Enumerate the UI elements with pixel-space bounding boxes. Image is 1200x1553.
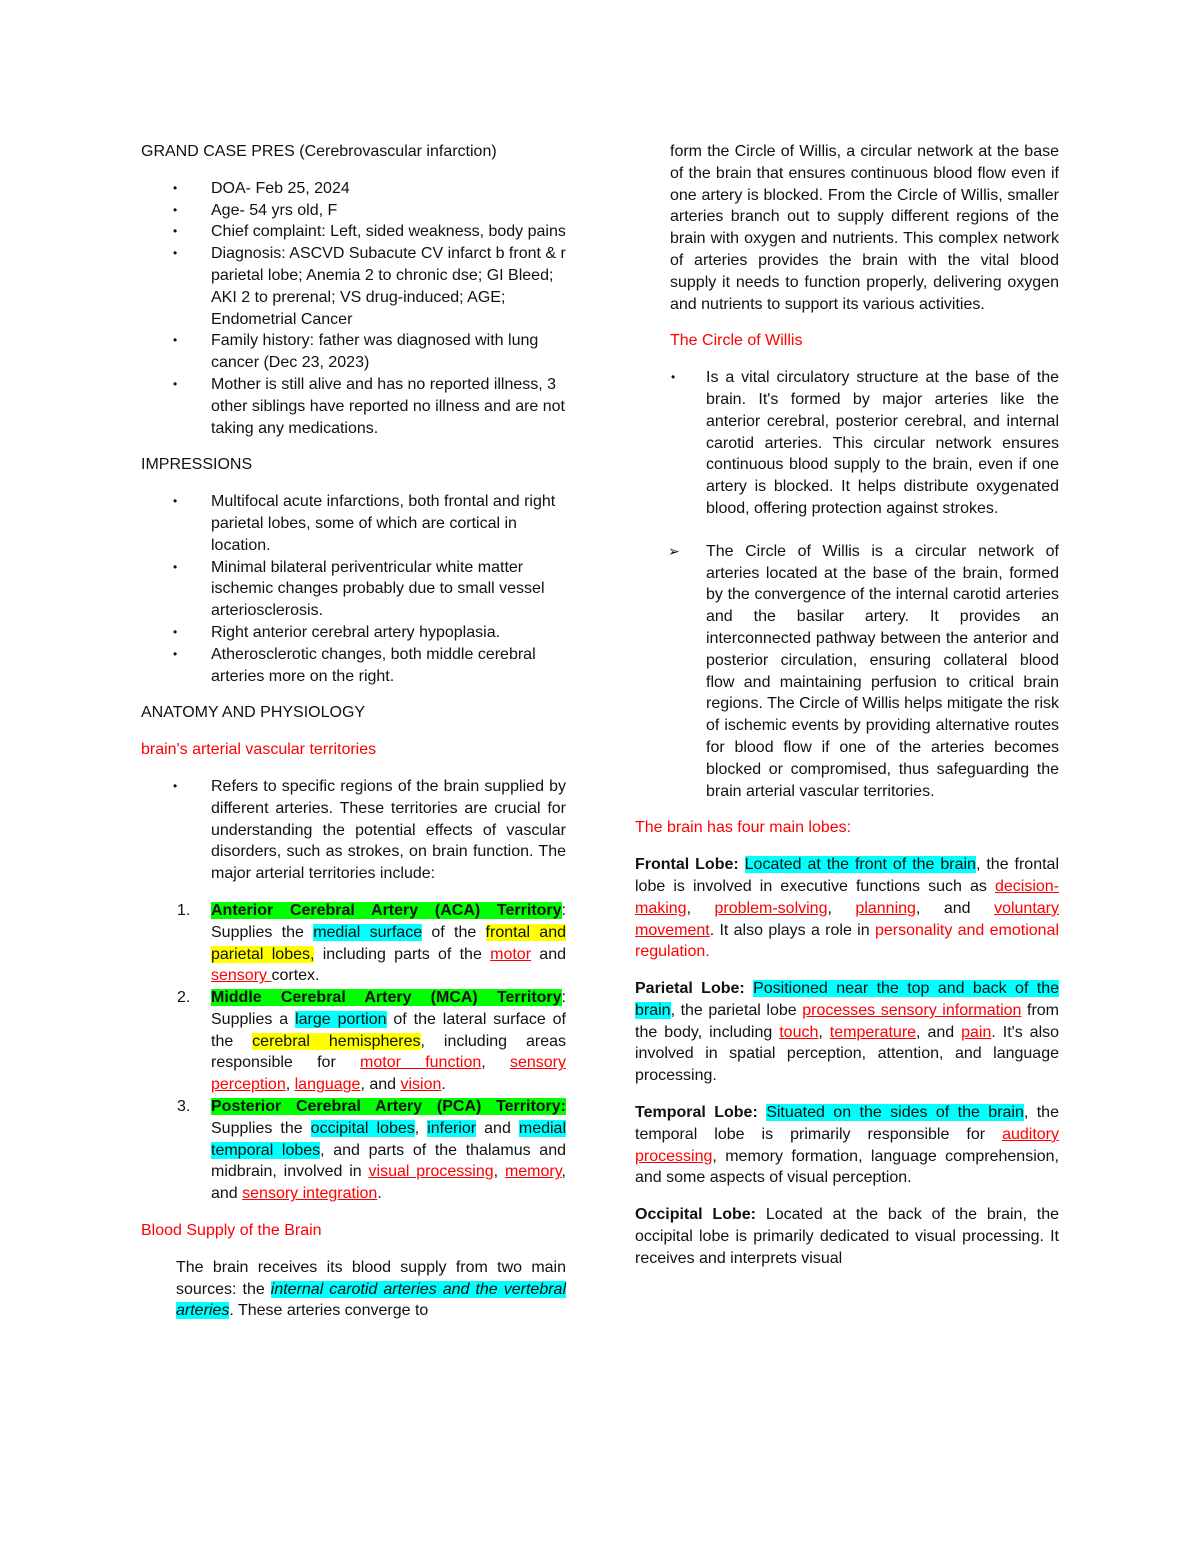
aca-title: Anterior Cerebral Artery (ACA) Territory [211,901,562,919]
motor-link[interactable]: motor [490,945,532,963]
list-item: • Minimal bilateral periventricular white matter ischemic changes probably due to small vessel arteriosclerosis. [173,558,545,620]
case-details-list [141,178,566,440]
lobes-heading: The brain has four main lobes: [635,819,852,837]
circle-continuation-paragraph: form the Circle of Willis, a circular network at the base of the brain that ensures continuous blood flow even if one artery is blocked. From the Circle of Willis, smaller arteries branch out to supply different regions of the brain with oxygen and nutrients. This complex network of arteries provides the brain with the vital blood supply it needs to function properly, delivering oxygen and nutrients to support its various activities. [670,143,1059,313]
bullet-icon: • [173,494,178,509]
document-title: GRAND CASE PRES (Cerebrovascular infarction) [141,143,497,160]
list-item: • Chief complaint: Left, sided weakness, body pains [141,221,566,243]
list-item: • Age- 54 yrs old, F [141,200,566,222]
processes-sensory-information-link[interactable]: processes sensory information [802,1001,1022,1019]
parietal-lobe-paragraph: Parietal Lobe: Positioned near the top and back of the brain, the parietal lobe processes sensory information from the body, including touch, temperature, and pain. It's also involved in spatial perception, attention, and language processing. [635,980,1060,1085]
bullet-icon: • [173,246,178,261]
visual-processing-link[interactable]: visual processing [368,1163,494,1181]
sensory-integration-link[interactable]: sensory integration [242,1185,378,1203]
list-item: • Right anterior cerebral artery hypoplasia. [141,622,566,644]
auditory-processing-link[interactable]: auditory processing [635,1125,1059,1165]
list-item: • Refers to specific regions of the brain supplied by different arteries. These territories are crucial for understanding the potential effects of vascular disorders, such as strokes, on brain function. The major arterial territories include: [173,777,566,883]
occipital-lobe-paragraph: Occipital Lobe: Located at the back of the brain, the occipital lobe is primarily dedicated to visual processing. It receives and interprets visual [635,1206,1059,1267]
territories-heading: brain's arterial vascular territories [141,741,377,759]
touch-link[interactable]: touch [779,1023,819,1041]
bullet-icon: • [173,646,178,661]
list-item: • Multifocal acute infarctions, both frontal and right parietal lobes, some of which are cortical in location. [173,493,556,554]
arrow-bullet-icon: ➢ [668,542,680,559]
bullet-icon: • [173,333,178,348]
anatomy-heading: ANATOMY AND PHYSIOLOGY [141,704,366,722]
impressions-list [141,491,566,687]
list-item: • Mother is still alive and has no reported illness, 3 other siblings have reported no illness and are not taking any medications. [173,375,565,437]
right-column [635,141,1059,1270]
frontal-lobe-paragraph: Frontal Lobe: Located at the front of the brain, the frontal lobe is involved in executive functions such as decision-making, problem-solving, planning, and voluntary movement. It also plays a role in personality and emotional regulation. [635,856,1059,961]
voluntary-movement-link[interactable]: voluntary movement [635,899,1059,939]
circle-bullet-list [635,367,1059,520]
bullet-icon: • [173,180,178,195]
vision-link[interactable]: vision [400,1076,442,1094]
mca-territory-item: 2. Middle Cerebral Artery (MCA) Territory: Supplies a large portion of the lateral surface of the cerebral hemispheres, including areas responsible for motor function, sensory perception, language, and vision. [177,989,567,1094]
list-item: • Family history: father was diagnosed with lung cancer (Dec 23, 2023) [173,332,539,372]
memory-link[interactable]: memory [504,1163,562,1181]
sensory-perception-link[interactable]: sensory perception [211,1054,567,1094]
pca-territory-item: 3. Posterior Cerebral Artery (PCA) Territory: Supplies the occipital lobes, inferior and medial temporal lobes, and parts of the thalamus and midbrain, involved in visual processing, memory, and sensory integration. [177,1098,567,1203]
bullet-icon: • [671,370,676,385]
impressions-heading: IMPRESSIONS [141,456,253,474]
aca-territory-item: 1. Anterior Cerebral Artery (ACA) Territory: Supplies the medial surface of the frontal and parietal lobes, including parts of the motor and sensory cortex. [177,901,566,985]
temperature-link[interactable]: temperature [829,1023,917,1041]
list-item: ➢ The Circle of Willis is a circular network of arteries located at the base of the brain, formed by the convergence of the internal carotid arteries and the basilar artery. It provides an interconnected pathway between the anterior and posterior circulation, ensuring collateral blood flow and maintaining perfusion to critical brain regions. The Circle of Willis helps mitigate the risk of ischemic events by providing alternative routes for blood flow if one of the arteries becomes blocked or compromised, thus safeguarding the brain arterial vascular territories. [668,542,1059,800]
bullet-icon: • [173,778,178,793]
circle-arrow-list [635,541,1059,803]
decision-making-link[interactable]: decision-making [635,877,1059,917]
bullet-icon: • [173,559,178,574]
bullet-icon: • [173,224,178,239]
blood-supply-heading: Blood Supply of the Brain [141,1222,322,1240]
left-column [141,141,566,1322]
problem-solving-link[interactable]: problem-solving [714,899,828,917]
bullet-icon: • [173,202,178,217]
mca-title: Middle Cerebral Artery (MCA) Territory [211,989,562,1007]
motor-function-link[interactable]: motor function [360,1054,482,1072]
territories-list [141,776,566,885]
bullet-icon: • [173,624,178,639]
pca-title: Posterior Cerebral Artery (PCA) Territory: [211,1098,566,1116]
language-link[interactable]: language [294,1076,361,1094]
bullet-icon: • [173,376,178,391]
pain-link[interactable]: pain [961,1023,992,1041]
blood-supply-paragraph: The brain receives its blood supply from two main sources: the internal carotid arteries and the vertebral arteries. These arteries converge to [176,1258,566,1320]
artery-territory-list [141,900,566,1205]
list-item: • DOA- Feb 25, 2024 [141,178,566,200]
circle-of-willis-heading: The Circle of Willis [670,332,803,350]
list-item: • Atherosclerotic changes, both middle cerebral arteries more on the right. [173,645,536,685]
list-item: • Is a vital circulatory structure at the base of the brain. It's formed by major arteries like the anterior cerebral, posterior cerebral, and internal carotid arteries. This circular network ensures continuous blood supply to the brain, even if one artery is blocked. It helps distribute oxygenated blood, offering protection against strokes. [671,369,1059,517]
planning-link[interactable]: planning [855,899,916,917]
list-item: • Diagnosis: ASCVD Subacute CV infarct b front & r parietal lobe; Anemia 2 to chronic dse; GI Bleed; AKI 2 to prerenal; VS drug-induced; AGE; Endometrial Cancer [173,245,566,328]
temporal-lobe-paragraph: Temporal Lobe: Situated on the sides of the brain, the temporal lobe is primarily responsible for auditory processing, memory formation, language comprehension, and some aspects of visual perception. [635,1104,1059,1187]
sensory-link[interactable]: sensory [211,967,272,985]
